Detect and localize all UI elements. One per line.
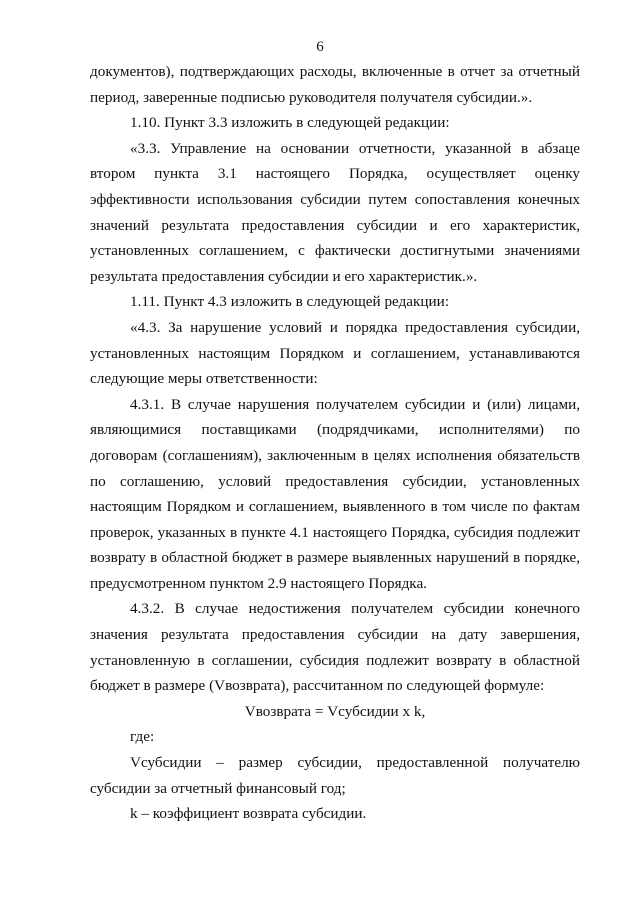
formula: Vвозврата = Vсубсидии x k,: [244, 702, 426, 720]
paragraph-definition-k: k – коэффициент возврата субсидии.: [130, 805, 367, 823]
page-number: 6: [316, 39, 324, 55]
paragraph-clause-4-3-2: 4.3.2. В случае недостижения получателем субсидии конечного значения результата предоставления субсидии на дату завершения, установленную в соглашении, субсидия подлежит возврату в областной бюджет в размере (Vвозврата), рассчитанном по следующей формуле:: [90, 600, 580, 695]
paragraph-item-1-10: 1.10. Пункт 3.3 изложить в следующей редакции:: [130, 114, 450, 132]
paragraph-item-1-11: 1.11. Пункт 4.3 изложить в следующей редакции:: [130, 293, 450, 311]
paragraph-definition-vsubsidy: Vсубсидии – размер субсидии, предоставленной получателю субсидии за отчетный финансовый год;: [90, 754, 580, 797]
paragraph-continuation: документов), подтверждающих расходы, включенные в отчет за отчетный период, заверенные подписью руководителя получателя субсидии.».: [90, 63, 580, 106]
paragraph-clause-4-3: «4.3. За нарушение условий и порядка предоставления субсидии, установленных настоящим Порядком и соглашением, устанавливаются следующие меры ответственности:: [90, 318, 580, 388]
document-body: [90, 59, 580, 827]
paragraph-clause-3-3: «3.3. Управление на основании отчетности, указанной в абзаце втором пункта 3.1 настоящего Порядка, осуществляет оценку эффективности использования субсидии путем сопоставления конечных значений результата предоставления субсидии и его характеристик, установленных соглашением, с фактически достигнутыми значениями результата предоставления субсидии и его характеристик.».: [90, 139, 580, 285]
paragraph-where: где:: [130, 728, 155, 746]
paragraph-clause-4-3-1: 4.3.1. В случае нарушения получателем субсидии и (или) лицами, являющимися поставщиками (подрядчиками, исполнителями) по договорам (соглашениям), заключенным в целях исполнения обязательств по соглашению, условий предоставления субсидии, установленных настоящим Порядком и соглашением, выявленного в том числе по фактам проверок, указанных в пункте 4.1 настоящего Порядка, субсидия подлежит возврату в областной бюджет в размере выявленных нарушений в порядке, предусмотренном пунктом 2.9 настоящего Порядка.: [90, 395, 580, 592]
